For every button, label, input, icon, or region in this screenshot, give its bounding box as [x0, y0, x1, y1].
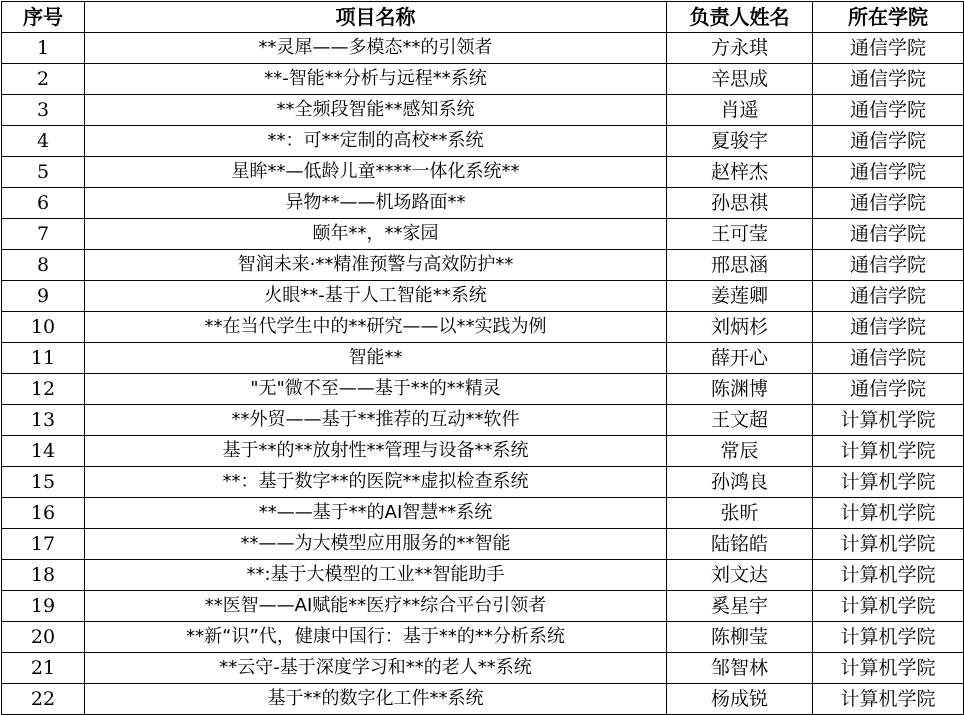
cell-number: 15 — [2, 467, 85, 498]
cell-school: 计算机学院 — [813, 684, 964, 715]
cell-lead-name: 常辰 — [667, 436, 813, 467]
cell-project-name: **新“识”代，健康中国行：基于**的**分析系统 — [85, 622, 667, 653]
cell-lead-name: 赵梓杰 — [667, 157, 813, 188]
cell-school: 通信学院 — [813, 64, 964, 95]
cell-project-name: **——为大模型应用服务的**智能 — [85, 529, 667, 560]
cell-school: 通信学院 — [813, 250, 964, 281]
cell-lead-name: 孙思祺 — [667, 188, 813, 219]
table-row — [2, 405, 964, 436]
table-row — [2, 622, 964, 653]
cell-project-name: 基于**的数字化工件**系统 — [85, 684, 667, 715]
cell-project-name: **：可**定制的高校**系统 — [85, 126, 667, 157]
table-row — [2, 250, 964, 281]
cell-school: 通信学院 — [813, 126, 964, 157]
table-row — [2, 591, 964, 622]
cell-number: 20 — [2, 622, 85, 653]
table-row — [2, 64, 964, 95]
table-row — [2, 684, 964, 715]
cell-lead-name: 方永琪 — [667, 33, 813, 64]
cell-school: 计算机学院 — [813, 498, 964, 529]
table-row — [2, 219, 964, 250]
cell-lead-name: 辛思成 — [667, 64, 813, 95]
cell-project-name: **在当代学生中的**研究——以**实践为例 — [85, 312, 667, 343]
cell-number: 1 — [2, 33, 85, 64]
cell-project-name: 火眼**-基于人工智能**系统 — [85, 281, 667, 312]
cell-school: 通信学院 — [813, 281, 964, 312]
cell-number: 17 — [2, 529, 85, 560]
cell-lead-name: 陈柳莹 — [667, 622, 813, 653]
cell-project-name: **——基于**的AI智慧**系统 — [85, 498, 667, 529]
cell-lead-name: 薛开心 — [667, 343, 813, 374]
cell-school: 计算机学院 — [813, 622, 964, 653]
cell-number: 2 — [2, 64, 85, 95]
cell-lead-name: 姜莲卿 — [667, 281, 813, 312]
cell-lead-name: 王文超 — [667, 405, 813, 436]
header-project-name: 项目名称 — [85, 2, 667, 33]
cell-number: 16 — [2, 498, 85, 529]
cell-number: 9 — [2, 281, 85, 312]
table-row — [2, 529, 964, 560]
cell-lead-name: 肖遥 — [667, 95, 813, 126]
cell-school: 通信学院 — [813, 219, 964, 250]
cell-project-name: **外贸——基于**推荐的互动**软件 — [85, 405, 667, 436]
cell-lead-name: 杨成锐 — [667, 684, 813, 715]
cell-number: 11 — [2, 343, 85, 374]
cell-number: 14 — [2, 436, 85, 467]
cell-project-name: **全频段智能**感知系统 — [85, 95, 667, 126]
cell-number: 18 — [2, 560, 85, 591]
cell-school: 通信学院 — [813, 312, 964, 343]
cell-number: 3 — [2, 95, 85, 126]
table-header — [2, 2, 964, 33]
cell-school: 计算机学院 — [813, 591, 964, 622]
cell-number: 21 — [2, 653, 85, 684]
table-row — [2, 374, 964, 405]
cell-lead-name: 奚星宇 — [667, 591, 813, 622]
table-row — [2, 467, 964, 498]
table-row — [2, 312, 964, 343]
cell-lead-name: 夏骏宇 — [667, 126, 813, 157]
cell-school: 通信学院 — [813, 374, 964, 405]
cell-project-name: "无"微不至——基于**的**精灵 — [85, 374, 667, 405]
cell-lead-name: 邹智林 — [667, 653, 813, 684]
cell-number: 8 — [2, 250, 85, 281]
cell-project-name: 异物**——机场路面** — [85, 188, 667, 219]
cell-project-name: **医智——AI赋能**医疗**综合平台引领者 — [85, 591, 667, 622]
cell-project-name: 智能** — [85, 343, 667, 374]
cell-project-name: 基于**的**放射性**管理与设备**系统 — [85, 436, 667, 467]
table-row — [2, 498, 964, 529]
table-row — [2, 95, 964, 126]
cell-school: 通信学院 — [813, 95, 964, 126]
cell-school: 计算机学院 — [813, 405, 964, 436]
cell-lead-name: 王可莹 — [667, 219, 813, 250]
cell-number: 5 — [2, 157, 85, 188]
cell-number: 6 — [2, 188, 85, 219]
table-row — [2, 281, 964, 312]
cell-school: 计算机学院 — [813, 653, 964, 684]
table-row — [2, 653, 964, 684]
cell-school: 计算机学院 — [813, 560, 964, 591]
cell-lead-name: 陆铭皓 — [667, 529, 813, 560]
cell-school: 通信学院 — [813, 188, 964, 219]
cell-number: 10 — [2, 312, 85, 343]
header-row — [2, 2, 964, 33]
cell-number: 13 — [2, 405, 85, 436]
cell-project-name: **:基于大模型的工业**智能助手 — [85, 560, 667, 591]
project-roster-table — [1, 1, 964, 715]
cell-project-name: **：基于数字**的医院**虚拟检查系统 — [85, 467, 667, 498]
cell-school: 计算机学院 — [813, 436, 964, 467]
table-row — [2, 157, 964, 188]
cell-lead-name: 张昕 — [667, 498, 813, 529]
cell-lead-name: 孙鸿良 — [667, 467, 813, 498]
cell-project-name: 智润未来·**精准预警与高效防护** — [85, 250, 667, 281]
header-school: 所在学院 — [813, 2, 964, 33]
cell-project-name: 颐年**，**家园 — [85, 219, 667, 250]
cell-project-name: **灵犀——多模态**的引领者 — [85, 33, 667, 64]
cell-school: 计算机学院 — [813, 529, 964, 560]
cell-project-name: **-智能**分析与远程**系统 — [85, 64, 667, 95]
cell-number: 7 — [2, 219, 85, 250]
cell-project-name: 星眸**—低龄儿童****一体化系统** — [85, 157, 667, 188]
cell-project-name: **云守-基于深度学习和**的老人**系统 — [85, 653, 667, 684]
table-row — [2, 33, 964, 64]
cell-number: 22 — [2, 684, 85, 715]
cell-lead-name: 刘炳杉 — [667, 312, 813, 343]
cell-number: 12 — [2, 374, 85, 405]
cell-number: 4 — [2, 126, 85, 157]
table-row — [2, 188, 964, 219]
cell-lead-name: 刘文达 — [667, 560, 813, 591]
table-body — [2, 33, 964, 715]
header-number: 序号 — [2, 2, 85, 33]
header-lead-name: 负责人姓名 — [667, 2, 813, 33]
table-row — [2, 126, 964, 157]
cell-number: 19 — [2, 591, 85, 622]
table-row — [2, 560, 964, 591]
table-row — [2, 436, 964, 467]
cell-school: 通信学院 — [813, 33, 964, 64]
cell-lead-name: 邢思涵 — [667, 250, 813, 281]
cell-school: 通信学院 — [813, 157, 964, 188]
table-row — [2, 343, 964, 374]
cell-school: 计算机学院 — [813, 467, 964, 498]
cell-school: 通信学院 — [813, 343, 964, 374]
cell-lead-name: 陈渊博 — [667, 374, 813, 405]
